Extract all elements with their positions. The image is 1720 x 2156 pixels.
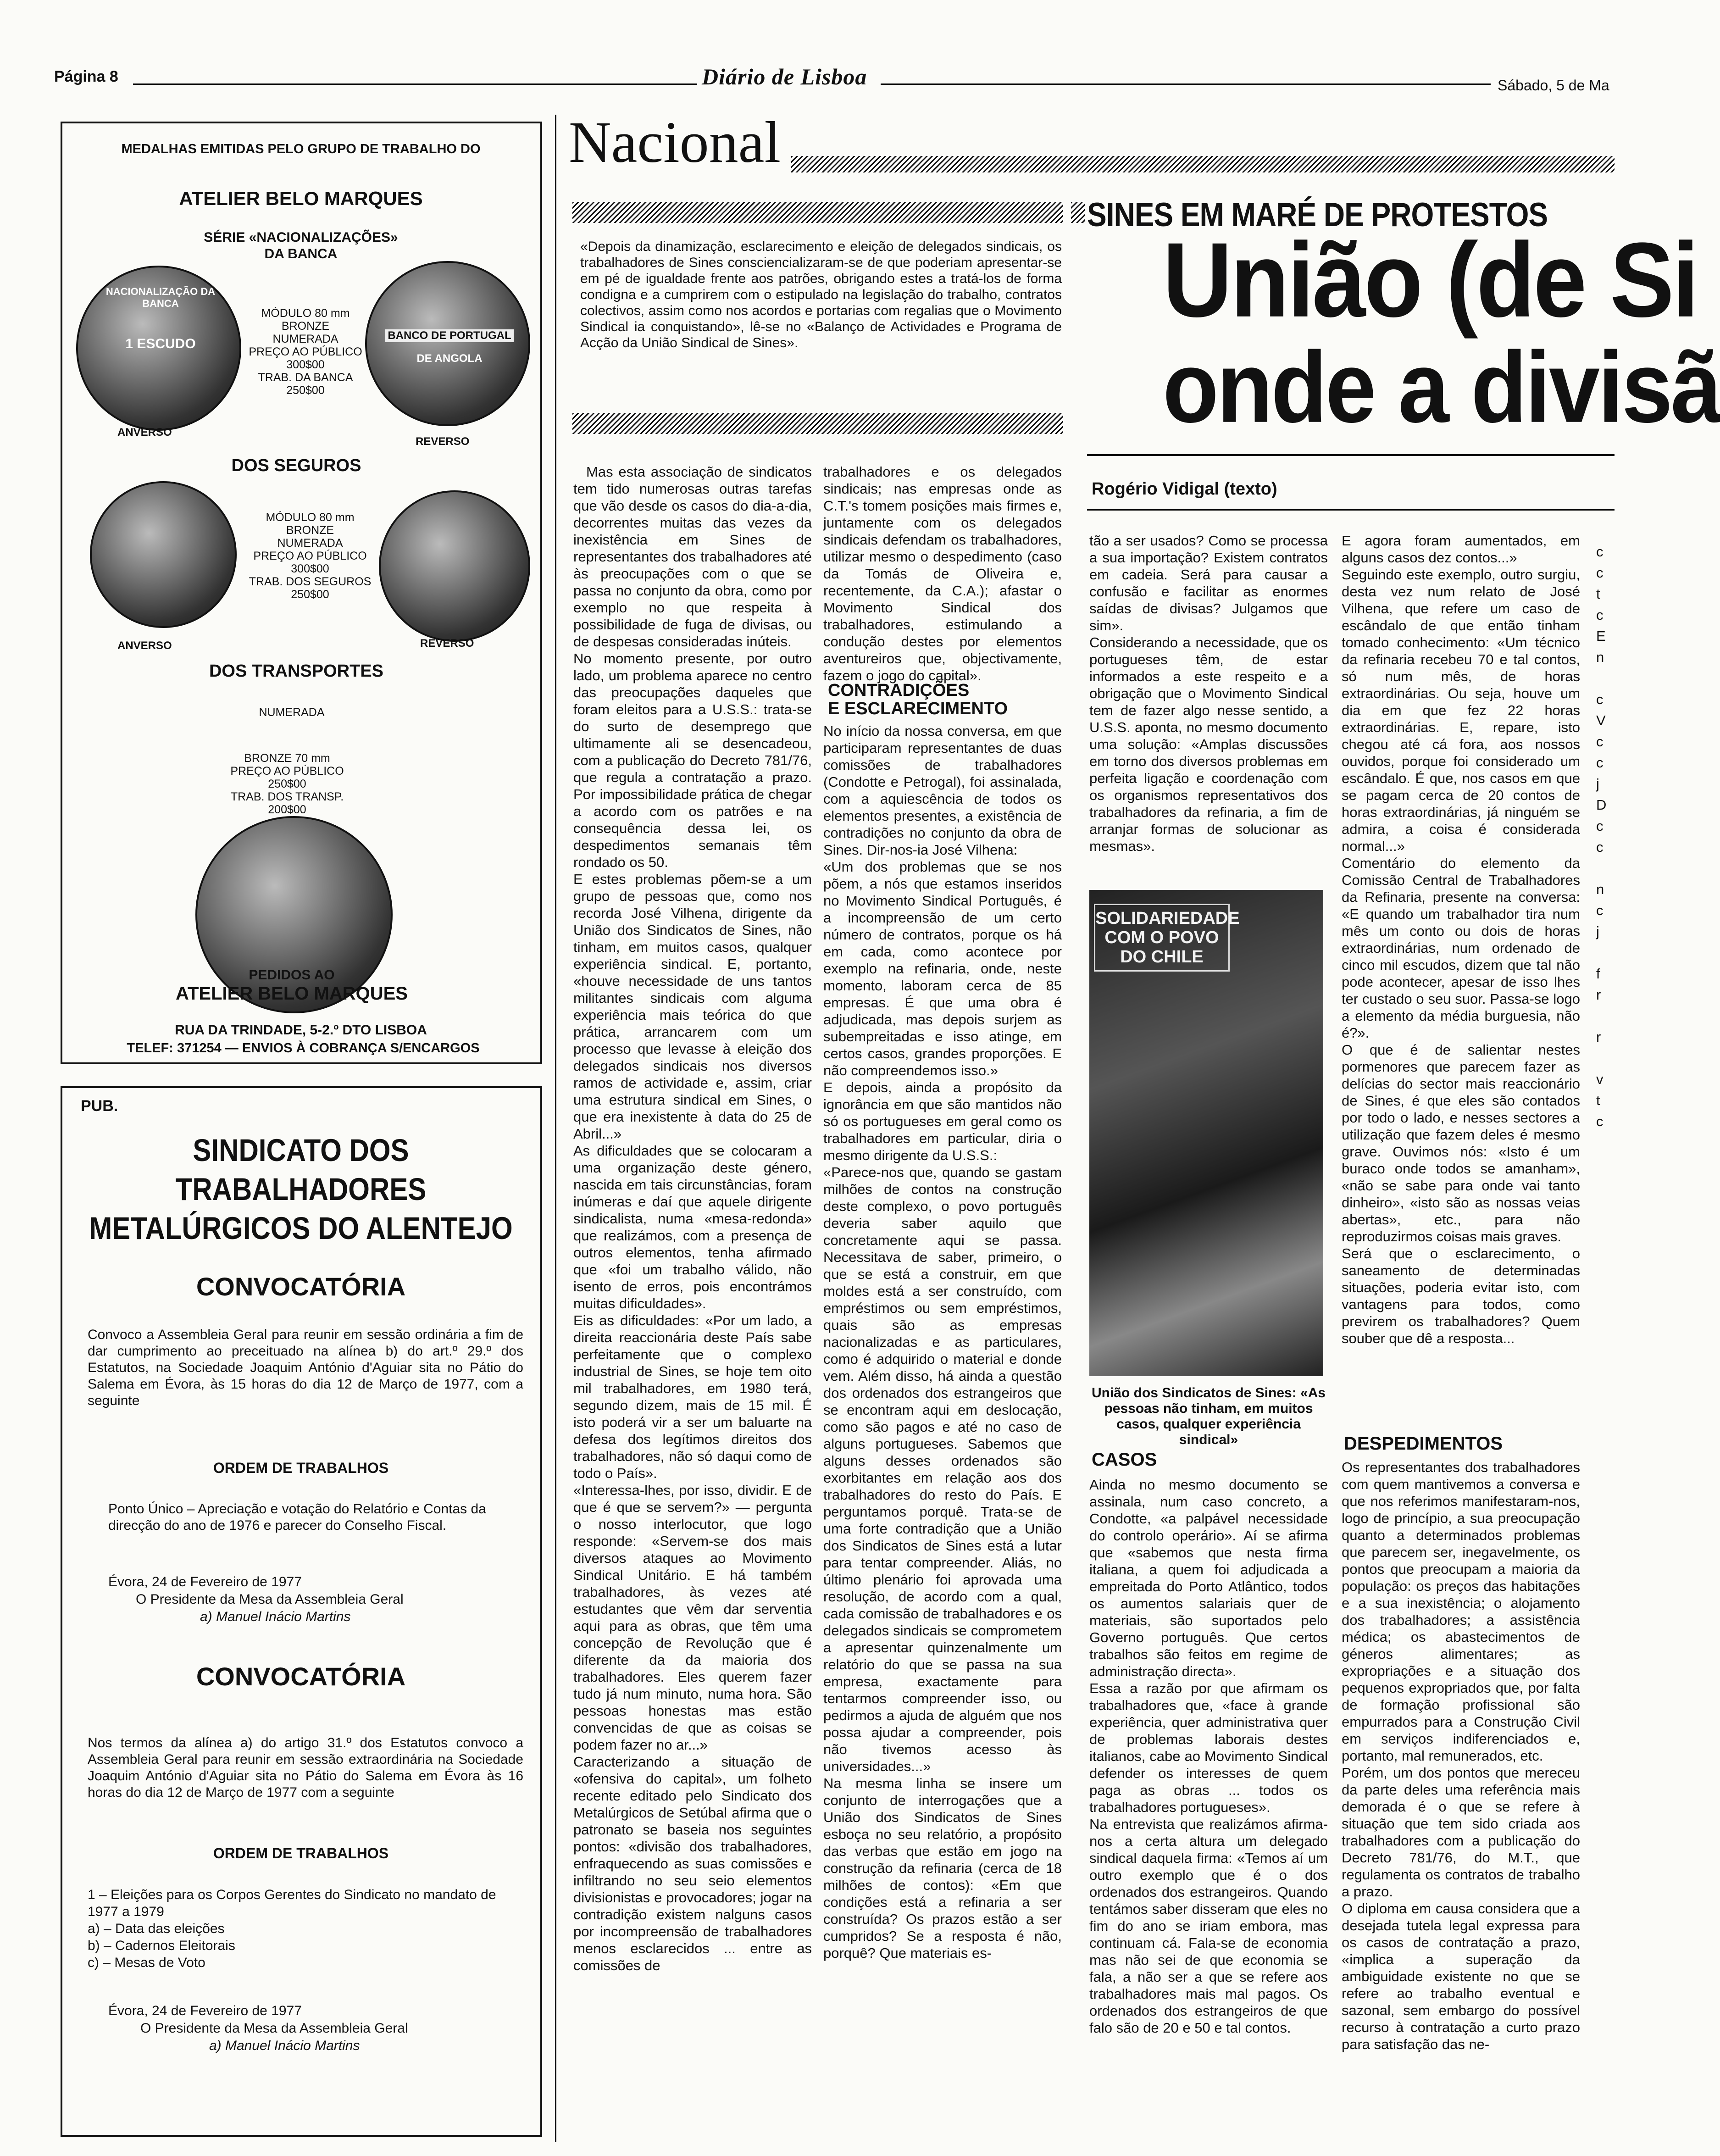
banca-medal-reverso (365, 261, 530, 426)
medal-left-value: 1 ESCUDO (125, 336, 196, 351)
transportes-title: DOS TRANSPORTES (209, 661, 384, 681)
article-column-2a: trabalhadores e os delegados sindicais; nas empresas onde as C.T.'s tomem posições mais firmes e, juntamente com os delegados sindicais defendam os trabalhadores, utilizar mesmo o despedimento (caso da Tomás de Oliveira e, recentemente, da C.A.); afastar o Movimento Sindical dos trabalhadores, estimulando a condução destes por elementos aventureiros que, objectivamente, fazem o jogo do capital». (823, 464, 1062, 683)
medals-address: RUA DA TRINDADE, 5-2.º DTO LISBOA (175, 1022, 427, 1038)
article-column-2b: No início da nossa conversa, em que participaram representantes de duas comissões de trabalhadores (Condotte e Petrogal), foi assinalada, com a aquiescência de todos os elementos presentes, a existência de contradições no conjunto da obra de Sines. Dir-nos-ia José Vilhena: «Um dos problemas que se nos põem, a nós que estamos inseridos no Movimento Sindical Português, é a incompreensão de um certo número de contratos, porque os há em cada, como acontece por exemplo na refinaria, onde, neste momento, laboram cerca de 85 empresas. É que uma obra é adjudicada, mas depois surjem as subempreitadas e isso atinge, em certos casos, grandes proporções. E não compreendemos isso.» E depois, ainda a propósito da ignorância em que são mantidos não só os portugueses em geral como os trabalhadores em particular, diria o mesmo dirigente da U.S.S.: «Parece-nos que, quando se gastam milhões de contos na construção deste complexo, o povo português deveria saber aquilo que concretamente aqui se passa. Necessitava de saber, primeiro, o que se está a construir, em que moldes está a ser construído, com empréstimos ou sem empréstimos, quais são as empresas nacionalizadas e as particulares, como é adquirido o material e donde vem. Além disso, há ainda a questão dos ordenados dos estrangeiros que se encontram aqui em deslocação, como são pagos e até no caso de alguns portugueses. Sabemos que alguns desses ordenados são exorbitantes em relação aos dos trabalhadores do resto do País. E perguntamos porquê. Trata-se de uma forte contradição que a União dos Sindicatos de Sines está a lutar para tentar compreender. Aliás, no último plenário foi aprovada uma resolução, de acordo com a qual, cada comissão de trabalhadores e os delegados sindicais se comprometem a apresentar quinzenalmente um relatório do que se passa na sua empresa, exactamente para tentarmos compreender isso, ou pedirmos a ajuda de alguém que nos possa ajudar a compreender, pois não tivemos acesso às universidades...» Na mesma linha se insere um conjunto de interrogações que a União dos Sindicatos de Sines esboça no seu relatório, a propósito das verbas que estão em jogo na construção da refinaria (cerca de 18 milhões de contos): «Em que condições está a refinaria a ser construída? Os prazos estão a ser cumpridos? Se a resposta é não, porquê? Que materiais es- (823, 723, 1062, 1961)
banca-anverso-label: ANVERSO (117, 426, 172, 439)
convocatoria-2-text: Nos termos da alínea a) do artigo 31.º dos Estatutos convoco a Assembleia Geral para reunir em sessão extraordinária na Sociedade Joaquim António d'Aguiar sita no Pátio do Salema em Évora às 16 horas do dia 12 de Março de 1977 com a seguinte (88, 1735, 523, 1800)
seguros-reverso-label: REVERSO (420, 637, 474, 650)
masthead: Diário de Lisboa (702, 64, 867, 89)
article-column-4a: E agora foram aumentados, em alguns casos dez contos...» Seguindo este exemplo, outro surgiu, desta vez num relato de José Vilhena, que refere um caso de escândalo de que então tinham tomado conhecimento: «Um técnico da refinaria recebeu 70 e tal contos, só num mês, de horas extraordinárias. Ou seja, houve um dia em que fez 22 horas extraordinárias. E, repare, isto chegou até cá fora, aos nossos ouvidos, porque foi considerado um escândalo. É que, nos casos em que se pagam cerca de 20 contos de horas extraordinárias, já ninguém se admira, a coisa é considerada normal...» Comentário do elemento da Comissão Central de Trabalhadores da Refinaria, presente na conversa: «E quando um trabalhador tira num mês um conto ou dois de horas extraordinárias, num ordenado de cinco mil escudos, dizem que tal não pode acontecer, apesar de isso lhes ter custado o seu suor. Passa-se logo a elemento da média burguesia, não é?». O que é de salientar nestes pormenores que parecem fazer as delícias do sector mais reaccionário de Sines, é que eles são contados por todo o lado, e nesses sectores a utilização que fazem deles é mesmo grave. Ouvimos nós: «Isto é um buraco onde todos se amanham», «não se sabe para onde vai tanto dinheiro», «isto são as nossas veias abertas», etc., para não reproduzirmos coisas mais graves. Será que o esclarecimento, o saneamento de determinadas situações, poderia evitar isto, com vantagens para todos, como previrem os trabalhadores? Quem souber que dê a resposta... (1342, 533, 1580, 1346)
medal-right-text: BANCO DE PORTUGAL (385, 329, 514, 342)
pedidos-atelier: ATELIER BELO MARQUES (176, 984, 408, 1004)
article-lead: «Depois da dinamização, esclarecimento e eleição de delegados sindicais, os trabalhadores de Sines consciencializaram-se de que poderiam apresentar-se em pé de igualdade frente aos patrões, obrigando estes a tratá-los de forma condigna e a cumprirem com o estipulado na legislação do trabalho, contratos colectivos, assim como nos acordos e portarias com regalias que o Movimento Sindical ia conquistando», lê-se no «Balanço de Actividades e Programa de Acção da União Sindical de Sines». (580, 239, 1062, 350)
seguros-specs: MÓDULO 80 mm BRONZE NUMERADA PREÇO AO PÚBLICO 300$00 TRAB. DOS SEGUROS 250$00 (249, 511, 372, 601)
banca-reverso-label: REVERSO (416, 435, 470, 448)
header-rule-right (881, 83, 1491, 85)
ordem-1-title: ORDEM DE TRABALHOS (213, 1460, 389, 1476)
seguros-title: DOS SEGUROS (231, 456, 361, 475)
article-column-3b: Ainda no mesmo documento se assinala, num caso concreto, a Condotte, «a palpável necessidade do controlo operário». Aí se afirma que «sabemos que nesta firma italiana, a quem foi adjudicada a empreitada do Porto Atlântico, todos os aumentos salariais quer de materiais, são suportados pelo Governo português. Que certos trabalhos são feitos em regime de administração directa». Essa a razão por que afirmam os trabalhadores que, «face à grande experiência, quer administrativa quer de problemas laborais destes italianos, cabe ao Movimento Sindical defender os interesses de quem paga as obras ... todos os trabalhadores portugueses». Na entrevista que realizámos afirma-nos a certa altura um delegado sindical daquela firma: «Temos aí um outro exemplo que é o dos ordenados dos estrangeiros. Quando tentámos saber disseram que eles no fim do ano se iriam embora, mas continuam cá. Fala-se de economia mas não sei de que economia se fala, a não ser a que se refere aos trabalhadores mais mal pagos. Os ordenados dos estrangeiros de que falo são de 20 e 50 e tal contos. (1089, 1477, 1328, 2036)
medals-ad (61, 122, 542, 1064)
article-column-5-edge: c c t c E n c V c c j D c c n c j f r r v t c (1596, 544, 1607, 1129)
contradicoes-heading: CONTRADIÇÕES E ESCLARECIMENTO (828, 681, 1008, 718)
seguros-anverso-label: ANVERSO (117, 639, 172, 652)
header-date: Sábado, 5 de Ma (1498, 77, 1609, 94)
sign-2-title: O Presidente da Mesa da Assembleia Geral (140, 2021, 408, 2036)
despedimentos-heading: DESPEDIMENTOS (1344, 1434, 1503, 1454)
seguros-medal-reverso (379, 490, 530, 642)
convocatoria-1-text: Convoco a Assembleia Geral para reunir em sessão ordinária a fim de dar cumprimento ao preceituado na alínea b) do art.º 29.º dos Estatutos, na Sociedade Joaquim António d'Aguiar sita no Pátio do Salema em Évora, às 15 horas do dia 12 de Março de 1977, com a seguinte (88, 1327, 523, 1408)
serie-title: SÉRIE «NACIONALIZAÇÕES» (204, 230, 398, 245)
lead-hatch-bottom (572, 413, 1063, 434)
page-number: Página 8 (54, 68, 118, 85)
sindicato-title: SINDICATO DOS TRABALHADORES METALÚRGICOS DO ALENTEJO (89, 1132, 513, 1246)
article-column-1: Mas esta associação de sindicatos tem tido numerosas outras tarefas que vão desde os casos do dia-a-dia, decorrentes muitas das vezes da inexistência em Sines de representantes dos trabalhadores até às preocupações com o que se passa no conjunto da obra, como por exemplo no que respeita à possibilidade de fuga de divisas, ou de despesas consideradas inúteis. No momento presente, por outro lado, um problema aparece no centro das preocupações daqueles que foram eleitos para a U.S.S.: trata-se do surto de desemprego que ultimamente ali se desencadeou, com a publicação do Decreto 781/76, que regula a contratação a prazo. Por impossibilidade prática de chegar a acordo com os patrões e na consequência dessa lei, os despedimentos semanais têm rondado os 50. E estes problemas põem-se a um grupo de pessoas que, como nos recorda José Vilhena, dirigente da União dos Sindicatos de Sines, não tinham, em muitos casos, qualquer experiência sindical. E, portanto, «houve necessidade de uns tantos militantes sindicais com alguma experiência mais teórica do que prática, arrancarem com um processo que levasse à eleição dos delegados sindicais nos diversos ramos de actividade e, assim, criar uma estrutura sindical em Sines, o que era inexistente à data do 25 de Abril...» As dificuldades que se colocaram a uma organização deste género, nascida em tais circunstâncias, foram inúmeras e daí que aquele dirigente sindicalista, numa «mesa-redonda» que realizámos, com a presença de outros elementos, tenha afirmado que «foi um trabalho válido, não isento de erros, pois encontrámos muitas dificuldades». Eis as dificuldades: «Por um lado, a direita reaccionária deste País sabe perfeitamente que o complexo industrial de Sines, se hoje tem oito mil trabalhadores, em 1980 terá, segundo dizem, mais de 15 mil. É isto poderá vir a ser um baluarte na defesa dos legítimos direitos dos trabalhadores, não só daqui como de todo o País». «Interessa-lhes, por isso, dividir. E de que é que se servem?» — pergunta o nosso interlocutor, que logo responde: «Servem-se dos mais diversos ataques ao Movimento Sindical Unitário. E há também trabalhadores, às vezes até estudantes que vêm dar serventia aqui para as obras, que têm uma concepção de Revolução que é diferente da da maioria dos trabalhadores. Eles querem fazer tudo já num minuto, numa hora. São pessoas honestas mas estão convencidas de que as coisas se podem fazer no ar...» Caracterizando a situação de «ofensiva do capital», um folheto recente editado pelo Sindicato dos Metalúrgicos de Setúbal afirma que o patronato se baseia nos seguintes pontos: «divisão dos trabalhadores, enfraquecendo as suas comissões e infiltrando no seu seio elementos divisionistas e provocadores; jogar na contradição existem nalguns casos por incompreensão de trabalhadores menos esclarecidos ... entre as comissões de (573, 464, 812, 1973)
medals-atelier: ATELIER BELO MARQUES (179, 188, 423, 209)
sign-1-title: O Presidente da Mesa da Assembleia Geral (136, 1592, 404, 1607)
photo-caption: União dos Sindicatos de Sines: «As pessoas não tinham, em muitos casos, qualquer experiência sindical» (1091, 1385, 1326, 1447)
banca-specs: MÓDULO 80 mm BRONZE NUMERADA PREÇO AO PÚBLICO 300$00 TRAB. DA BANCA 250$00 (249, 307, 362, 397)
serie-subtitle: DA BANCA (264, 246, 338, 261)
byline: Rogério Vidigal (texto) (1092, 479, 1277, 499)
section-hatch (791, 156, 1615, 172)
headline-line-1: União (de Si (1163, 220, 1698, 339)
column-rule-left (555, 115, 556, 2142)
sign-2-name: a) Manuel Inácio Martins (209, 2038, 360, 2053)
sign-1-name: a) Manuel Inácio Martins (200, 1609, 351, 1624)
header-rule-left (133, 83, 697, 85)
headline-line-2: onde a divisã (1163, 331, 1720, 444)
medals-phone: TELEF: 371254 — ENVIOS À COBRANÇA S/ENCARGOS (127, 1041, 480, 1056)
article-column-3a: tão a ser usados? Como se processa a sua importação? Existem contratos em cadeia. Será para causar a confusão e facilitar as enormes saídas de divisas? Julgamos que sim». Considerando a necessidade, que os portugueses têm, de estar informados a este respeito e a obrigação que o Movimento Sindical tem de fazer algo nesse sentido, a U.S.S. aponta, no mesmo documento uma solução: «Amplas discussões em torno dos diversos problemas em perfeita ligação e coordenação com os organismos representativos dos trabalhadores da refinaria, a fim de arranjar formas de solucionar as mesmas». (1089, 533, 1328, 854)
ordem-2-title: ORDEM DE TRABALHOS (213, 1845, 389, 1861)
section-title: Nacional (569, 110, 781, 175)
medal-left-text: NACIONALIZAÇÃO DA BANCA (105, 286, 216, 309)
transportes-specs: BRONZE 70 mm PREÇO AO PÚBLICO 250$00 TRAB. DOS TRANSP. 200$00 (230, 752, 344, 816)
photo-placard: SOLIDARIEDADE COM O POVO DO CHILE (1094, 904, 1230, 972)
lead-hatch-top (572, 202, 1063, 223)
banca-medal-anverso (76, 266, 241, 431)
article-column-4b: Os representantes dos trabalhadores com quem mantivemos a conversa e que nos referimos manifestaram-nos, logo de princípio, a sua preocupação quanto a determinados problemas que parecem ser, inegavelmente, os pontos que preocupam a maioria da população: os preços das habitações e a sua inexistência; o alojamento dos trabalhadores; a assistência médica; os abastecimentos de géneros alimentares; as expropriações e a situação dos pequenos expropriados que, por falta de formação profissional são empurrados para a Construção Civil em serviços indiferenciados e, portanto, mal remunerados, etc. Porém, um dos pontos que mereceu da parte deles uma referência mais demorada é o que se refere à situação que tem sido criada aos trabalhadores com a publicação do Decreto 781/76, do M.T., que regulamenta os contratos de trabalho a prazo. O diploma em causa considera que a desejada tutela legal expressa para os casos de contratação a prazo, «implica a superação da ambiguidade existente no que se refere ao trabalho eventual e sazonal, sem embargo do possível recurso à contratação a curto prazo para satisfação das ne- (1342, 1459, 1580, 2052)
sign-1-date: Évora, 24 de Fevereiro de 1977 (108, 1574, 302, 1589)
ordem-1-text: Ponto Único – Apreciação e votação do Relatório e Contas da direcção do ano de 1976 e parecer do Conselho Fiscal. (108, 1501, 486, 1533)
convocatoria-2: CONVOCATÓRIA (196, 1662, 406, 1691)
sign-2-date: Évora, 24 de Fevereiro de 1977 (108, 2003, 302, 2018)
seguros-medal-anverso (90, 481, 237, 628)
casos-heading: CASOS (1092, 1450, 1157, 1470)
kicker-hatch (1071, 202, 1085, 223)
pedidos-label: PEDIDOS AO (249, 967, 335, 983)
news-photo (1089, 890, 1323, 1376)
sindicato-ad (61, 1086, 542, 2137)
headline-rule (1087, 454, 1615, 456)
kicker: SINES EM MARÉ DE PROTESTOS (1087, 195, 1548, 233)
medal-right-sub: DE ANGOLA (416, 352, 483, 365)
convocatoria-1: CONVOCATÓRIA (196, 1272, 406, 1301)
transportes-numerada: NUMERADA (259, 706, 325, 719)
medals-heading: MEDALHAS EMITIDAS PELO GRUPO DE TRABALHO DO (121, 142, 481, 156)
pub-label: PUB. (81, 1097, 118, 1115)
ordem-2-text: 1 – Eleições para os Corpos Gerentes do Sindicato no mandato de 1977 a 1979 a) – Data das eleições b) – Cadernos Eleitorais c) – Mesas de Voto (88, 1887, 496, 1970)
byline-rule (1087, 509, 1615, 511)
